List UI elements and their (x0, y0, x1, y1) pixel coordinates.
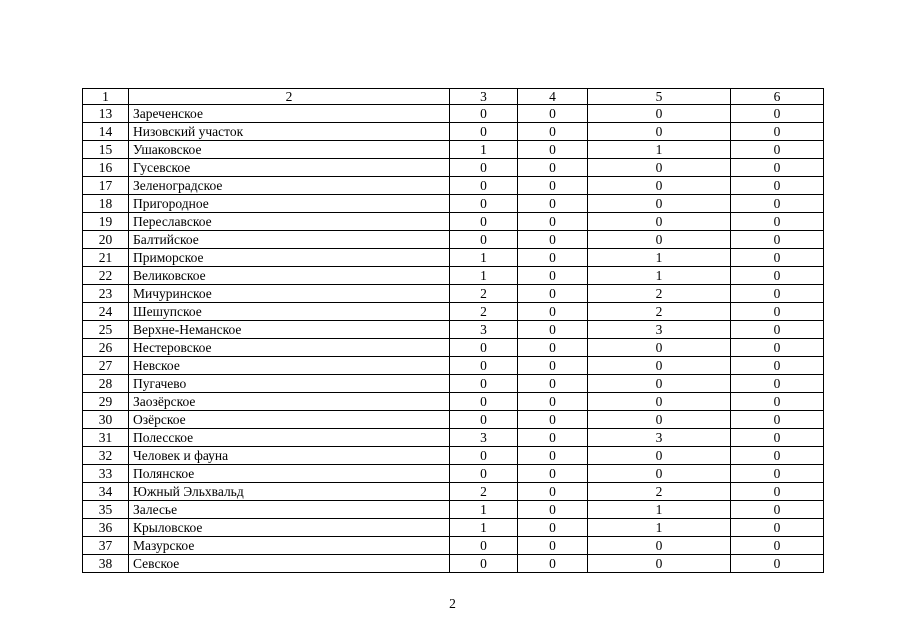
value-cell-col5: 0 (588, 177, 731, 195)
value-cell-col6: 0 (731, 231, 824, 249)
value-cell-col6: 0 (731, 285, 824, 303)
value-cell-col5: 0 (588, 447, 731, 465)
header-cell-5: 5 (588, 89, 731, 105)
value-cell-col4: 0 (518, 537, 588, 555)
value-cell-col3: 0 (450, 447, 518, 465)
area-name-cell: Человек и фауна (129, 447, 450, 465)
table-header-row (83, 89, 824, 105)
table-row (83, 321, 824, 339)
table-row (83, 465, 824, 483)
value-cell-col4: 0 (518, 519, 588, 537)
value-cell-col4: 0 (518, 141, 588, 159)
value-cell-col3: 0 (450, 555, 518, 573)
value-cell-col6: 0 (731, 123, 824, 141)
area-name-cell: Низовский участок (129, 123, 450, 141)
value-cell-col5: 2 (588, 483, 731, 501)
area-name-cell: Шешупское (129, 303, 450, 321)
value-cell-col3: 3 (450, 321, 518, 339)
area-name-cell: Верхне-Неманское (129, 321, 450, 339)
value-cell-col5: 0 (588, 339, 731, 357)
table-row (83, 537, 824, 555)
table-row (83, 249, 824, 267)
value-cell-col5: 0 (588, 159, 731, 177)
value-cell-col5: 0 (588, 105, 731, 123)
row-number-cell: 32 (83, 447, 129, 465)
area-name-cell: Гусевское (129, 159, 450, 177)
area-name-cell: Залесье (129, 501, 450, 519)
value-cell-col5: 0 (588, 411, 731, 429)
value-cell-col5: 0 (588, 555, 731, 573)
value-cell-col4: 0 (518, 105, 588, 123)
value-cell-col4: 0 (518, 177, 588, 195)
value-cell-col6: 0 (731, 195, 824, 213)
row-number-cell: 19 (83, 213, 129, 231)
value-cell-col6: 0 (731, 411, 824, 429)
data-table (82, 88, 824, 573)
row-number-cell: 25 (83, 321, 129, 339)
row-number-cell: 34 (83, 483, 129, 501)
value-cell-col3: 2 (450, 483, 518, 501)
header-cell-4: 4 (518, 89, 588, 105)
row-number-cell: 23 (83, 285, 129, 303)
value-cell-col4: 0 (518, 483, 588, 501)
row-number-cell: 13 (83, 105, 129, 123)
table-row (83, 159, 824, 177)
value-cell-col4: 0 (518, 375, 588, 393)
table-row (83, 267, 824, 285)
row-number-cell: 35 (83, 501, 129, 519)
value-cell-col3: 0 (450, 123, 518, 141)
value-cell-col6: 0 (731, 357, 824, 375)
value-cell-col3: 1 (450, 519, 518, 537)
area-name-cell: Зареченское (129, 105, 450, 123)
page-number: 2 (449, 596, 456, 611)
value-cell-col4: 0 (518, 303, 588, 321)
value-cell-col4: 0 (518, 411, 588, 429)
area-name-cell: Балтийское (129, 231, 450, 249)
value-cell-col6: 0 (731, 321, 824, 339)
area-name-cell: Зеленоградское (129, 177, 450, 195)
area-name-cell: Пугачево (129, 375, 450, 393)
row-number-cell: 14 (83, 123, 129, 141)
value-cell-col3: 2 (450, 285, 518, 303)
row-number-cell: 24 (83, 303, 129, 321)
value-cell-col6: 0 (731, 465, 824, 483)
table-row (83, 501, 824, 519)
value-cell-col5: 0 (588, 123, 731, 141)
value-cell-col3: 1 (450, 141, 518, 159)
value-cell-col6: 0 (731, 429, 824, 447)
row-number-cell: 31 (83, 429, 129, 447)
table-row (83, 483, 824, 501)
area-name-cell: Полянское (129, 465, 450, 483)
value-cell-col3: 0 (450, 537, 518, 555)
value-cell-col5: 1 (588, 519, 731, 537)
value-cell-col4: 0 (518, 195, 588, 213)
value-cell-col5: 0 (588, 357, 731, 375)
area-name-cell: Нестеровское (129, 339, 450, 357)
row-number-cell: 26 (83, 339, 129, 357)
table-row (83, 231, 824, 249)
area-name-cell: Южный Эльхвальд (129, 483, 450, 501)
value-cell-col5: 2 (588, 285, 731, 303)
value-cell-col6: 0 (731, 267, 824, 285)
value-cell-col3: 0 (450, 177, 518, 195)
value-cell-col3: 0 (450, 393, 518, 411)
value-cell-col6: 0 (731, 213, 824, 231)
value-cell-col4: 0 (518, 393, 588, 411)
area-name-cell: Мичуринское (129, 285, 450, 303)
value-cell-col4: 0 (518, 429, 588, 447)
value-cell-col5: 0 (588, 231, 731, 249)
table-row (83, 447, 824, 465)
area-name-cell: Пригородное (129, 195, 450, 213)
value-cell-col4: 0 (518, 213, 588, 231)
value-cell-col6: 0 (731, 375, 824, 393)
table-row (83, 555, 824, 573)
area-name-cell: Севское (129, 555, 450, 573)
value-cell-col4: 0 (518, 231, 588, 249)
value-cell-col3: 0 (450, 357, 518, 375)
value-cell-col6: 0 (731, 555, 824, 573)
value-cell-col6: 0 (731, 447, 824, 465)
area-name-cell: Заозёрское (129, 393, 450, 411)
table-row (83, 339, 824, 357)
value-cell-col6: 0 (731, 177, 824, 195)
area-name-cell: Ушаковское (129, 141, 450, 159)
row-number-cell: 20 (83, 231, 129, 249)
row-number-cell: 15 (83, 141, 129, 159)
value-cell-col3: 1 (450, 249, 518, 267)
table-row (83, 375, 824, 393)
value-cell-col3: 0 (450, 159, 518, 177)
value-cell-col3: 1 (450, 501, 518, 519)
value-cell-col3: 0 (450, 105, 518, 123)
value-cell-col5: 0 (588, 195, 731, 213)
table-row (83, 411, 824, 429)
value-cell-col5: 2 (588, 303, 731, 321)
value-cell-col4: 0 (518, 447, 588, 465)
value-cell-col4: 0 (518, 339, 588, 357)
value-cell-col4: 0 (518, 267, 588, 285)
table-row (83, 105, 824, 123)
value-cell-col4: 0 (518, 321, 588, 339)
value-cell-col6: 0 (731, 339, 824, 357)
row-number-cell: 22 (83, 267, 129, 285)
table-row (83, 303, 824, 321)
area-name-cell: Великовское (129, 267, 450, 285)
row-number-cell: 37 (83, 537, 129, 555)
value-cell-col4: 0 (518, 465, 588, 483)
value-cell-col6: 0 (731, 393, 824, 411)
value-cell-col5: 0 (588, 465, 731, 483)
value-cell-col3: 0 (450, 411, 518, 429)
value-cell-col6: 0 (731, 303, 824, 321)
row-number-cell: 33 (83, 465, 129, 483)
value-cell-col5: 1 (588, 141, 731, 159)
header-cell-2: 2 (129, 89, 450, 105)
value-cell-col3: 1 (450, 267, 518, 285)
value-cell-col6: 0 (731, 141, 824, 159)
value-cell-col5: 1 (588, 501, 731, 519)
value-cell-col6: 0 (731, 159, 824, 177)
value-cell-col5: 0 (588, 375, 731, 393)
value-cell-col5: 0 (588, 213, 731, 231)
row-number-cell: 21 (83, 249, 129, 267)
value-cell-col4: 0 (518, 555, 588, 573)
area-name-cell: Озёрское (129, 411, 450, 429)
area-name-cell: Невское (129, 357, 450, 375)
row-number-cell: 17 (83, 177, 129, 195)
header-cell-6: 6 (731, 89, 824, 105)
row-number-cell: 16 (83, 159, 129, 177)
value-cell-col4: 0 (518, 123, 588, 141)
value-cell-col6: 0 (731, 483, 824, 501)
value-cell-col5: 3 (588, 321, 731, 339)
value-cell-col4: 0 (518, 249, 588, 267)
value-cell-col5: 1 (588, 249, 731, 267)
value-cell-col5: 0 (588, 393, 731, 411)
value-cell-col5: 1 (588, 267, 731, 285)
table-row (83, 123, 824, 141)
value-cell-col3: 0 (450, 375, 518, 393)
value-cell-col3: 0 (450, 231, 518, 249)
table-row (83, 285, 824, 303)
area-name-cell: Полесское (129, 429, 450, 447)
value-cell-col3: 3 (450, 429, 518, 447)
value-cell-col4: 0 (518, 159, 588, 177)
area-name-cell: Переславское (129, 213, 450, 231)
table-row (83, 393, 824, 411)
value-cell-col3: 0 (450, 213, 518, 231)
header-cell-1: 1 (83, 89, 129, 105)
value-cell-col5: 0 (588, 537, 731, 555)
row-number-cell: 36 (83, 519, 129, 537)
value-cell-col4: 0 (518, 357, 588, 375)
table-row (83, 519, 824, 537)
value-cell-col5: 3 (588, 429, 731, 447)
area-name-cell: Приморское (129, 249, 450, 267)
value-cell-col3: 2 (450, 303, 518, 321)
row-number-cell: 27 (83, 357, 129, 375)
table-row (83, 429, 824, 447)
table-row (83, 195, 824, 213)
value-cell-col3: 0 (450, 339, 518, 357)
table-row (83, 141, 824, 159)
table-row (83, 357, 824, 375)
table-row (83, 213, 824, 231)
value-cell-col4: 0 (518, 285, 588, 303)
table-row (83, 177, 824, 195)
area-name-cell: Крыловское (129, 519, 450, 537)
row-number-cell: 30 (83, 411, 129, 429)
value-cell-col6: 0 (731, 519, 824, 537)
row-number-cell: 18 (83, 195, 129, 213)
value-cell-col3: 0 (450, 195, 518, 213)
value-cell-col6: 0 (731, 537, 824, 555)
header-cell-3: 3 (450, 89, 518, 105)
value-cell-col6: 0 (731, 105, 824, 123)
row-number-cell: 28 (83, 375, 129, 393)
value-cell-col3: 0 (450, 465, 518, 483)
area-name-cell: Мазурское (129, 537, 450, 555)
row-number-cell: 29 (83, 393, 129, 411)
value-cell-col6: 0 (731, 249, 824, 267)
value-cell-col6: 0 (731, 501, 824, 519)
value-cell-col4: 0 (518, 501, 588, 519)
row-number-cell: 38 (83, 555, 129, 573)
